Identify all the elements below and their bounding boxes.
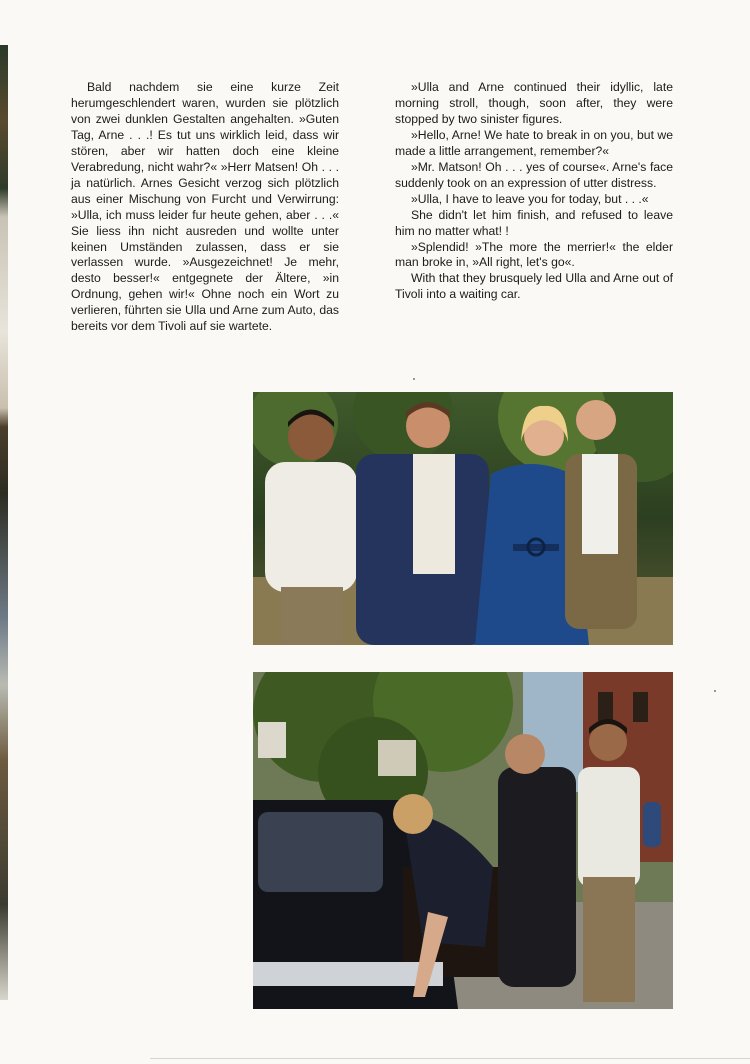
english-paragraph-3: »Mr. Matson! Oh . . . yes of course«. Arne's face suddenly took on an expression of utter distress. <box>395 159 673 190</box>
english-text-column <box>395 80 673 303</box>
english-paragraph-5: She didn't let him finish, and refused to leave him no matter what! ! <box>395 207 673 238</box>
english-paragraph-4: »Ulla, I have to leave you for today, but . . .« <box>411 191 649 206</box>
photo-park-encounter <box>253 392 673 645</box>
english-paragraph-1: »Ulla and Arne continued their idyllic, late morning stroll, though, soon after, they were stopped by two sinister figures. <box>395 80 673 126</box>
print-speck <box>714 690 716 692</box>
german-paragraph: Bald nachdem sie eine kurze Zeit herumgeschlendert waren, wurden sie plötzlich von zwei dunklen Gestalten angehalten. »Guten Tag, Arne . . .! Es tut uns wirklich leid, dass wir stören, aber wir hatten doch eine kleine Verabredung, nicht wahr?« »Herr Matsen! Oh . . . ja natürlich. Arnes Gesicht verzog sich plötzlich aus einer Mischung von Furcht und Verwirrung: »Ulla, ich muss leider fur heute gehen, aber . . .« Sie liess ihn nicht ausreden und wollte unter keinen Umständen zulassen, dass er sie verlassen wurde. »Ausgezeichnet! Je mehr, desto besser!« entgegnete der Ältere, »in Ordnung, gehen wir!« Ohne noch ein Wort zu verlieren, führten sie Ulla und Arne zum Auto, das bereits vor dem Tivoli auf sie wartete. <box>71 80 339 334</box>
english-paragraph-2: »Hello, Arne! We hate to break in on you, but we made a little arrangement, remember?« <box>395 127 673 158</box>
page-bottom-edge <box>150 1058 750 1059</box>
german-text-column <box>71 80 339 335</box>
english-paragraph-7: With that they brusquely led Ulla and Arne out of Tivoli into a waiting car. <box>395 271 673 302</box>
photo-waiting-car <box>253 672 673 1009</box>
print-speck <box>413 378 415 380</box>
english-paragraph-6: »Splendid! »The more the merrier!« the elder man broke in, »All right, let's go«. <box>395 239 673 270</box>
adjacent-page-edge <box>0 45 8 1000</box>
